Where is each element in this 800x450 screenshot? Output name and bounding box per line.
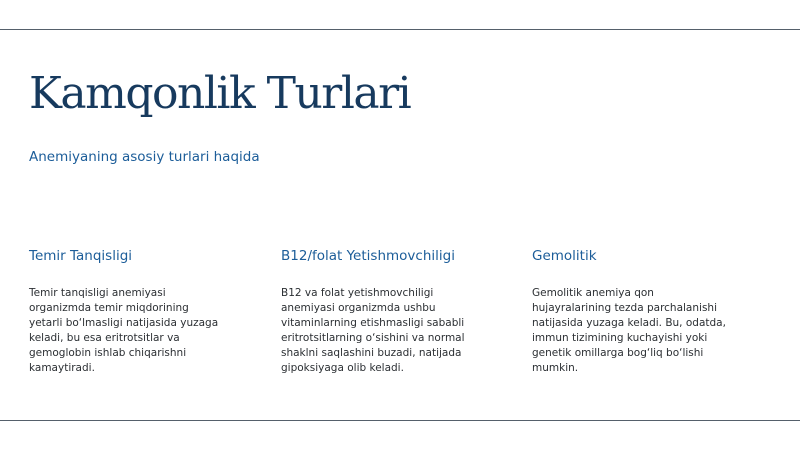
page-subtitle: Anemiyaning asosiy turlari haqida xyxy=(29,149,260,165)
column-body: Temir tanqisligi anemiyasi organizmda temir miqdorining yetarli bo‘lmasligi natijasida yuzaga keladi, bu esa eritrotsitlar va gemoglobin ishlab chiqarishni kamaytiradi. xyxy=(29,287,219,374)
column-b12-folat xyxy=(281,246,486,374)
page-title: Kamqonlik Turlari xyxy=(29,68,411,119)
column-heading: B12/folat Yetishmovchiligi xyxy=(281,248,455,264)
column-temir-tanqisligi xyxy=(29,246,234,374)
column-heading: Gemolitik xyxy=(532,248,597,264)
column-heading: Temir Tanqisligi xyxy=(29,248,133,264)
column-body: Gemolitik anemiya qon hujayralarining tezda parchalanishi natijasida yuzaga keladi. Bu, odatda, immun tizimining kuchayishi yoki genetik omillarga bog‘liq bo‘lishi mumkin. xyxy=(532,287,726,374)
column-gemolitik xyxy=(532,246,737,374)
bottom-divider xyxy=(0,420,800,421)
column-body: B12 va folat yetishmovchiligi anemiyasi organizmda ushbu vitaminlarning etishmasligi sababli eritrotsitlarning o‘sishini va normal shaklni saqlashini buzadi, natijada gipoksiyaga olib keladi. xyxy=(281,287,465,374)
top-divider xyxy=(0,29,800,30)
